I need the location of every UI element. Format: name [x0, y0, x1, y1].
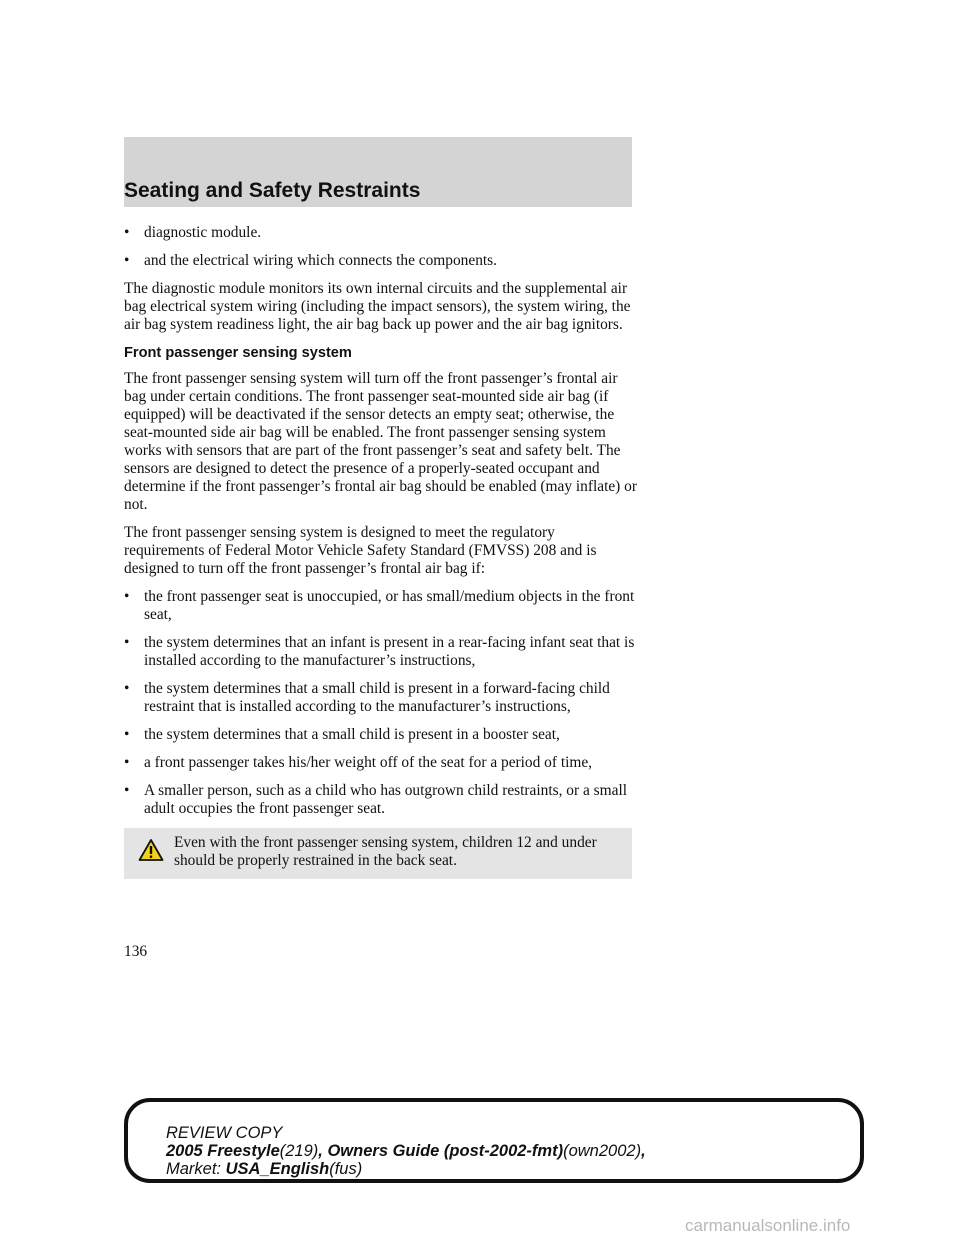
paragraph-sensing-1: The front passenger sensing system will turn off the front passenger’s frontal air bag under certain conditions. The front passenger seat-mounted side air bag (if equipped) will be deactivated if the sensor detects an empty seat; otherwise, the seat-mounted side air bag will be enabled. The front passenger sensing system works with sensors that are part of the front passenger’s seat and safety belt. The sensors are designed to detect the presence of a properly-seated occupant and determine if the front passenger’s frontal air bag should be enabled (may inflate) or not.: [124, 370, 637, 513]
footer-guide: Owners Guide (post-2002-fmt): [327, 1142, 564, 1160]
bullet-dot: •: [124, 224, 130, 241]
footer-guide-code: (own2002): [563, 1142, 642, 1160]
footer-line-model: [166, 1142, 646, 1160]
bullet-text: a front passenger takes his/her weight off of the seat for a period of time,: [144, 754, 593, 771]
bullet-dot: •: [124, 782, 130, 799]
bullet-dot: •: [124, 680, 130, 697]
footer-market-code: (fus): [329, 1160, 363, 1178]
subheading: Front passenger sensing system: [124, 345, 352, 361]
section-title: Seating and Safety Restraints: [124, 179, 421, 202]
footer-market: USA_English: [225, 1160, 330, 1178]
bullet-text: the system determines that an infant is present in a rear-facing infant seat that is installed according to the manufacturer’s instructions,: [144, 634, 635, 669]
bullet-item: [124, 588, 639, 624]
review-footer: [166, 1124, 646, 1178]
bullet-text: the system determines that a small child is present in a forward-facing child restraint that is installed according to the manufacturer’s instructions,: [144, 680, 610, 715]
footer-market-label: Market:: [166, 1160, 226, 1178]
bullet-text: the system determines that a small child is present in a booster seat,: [144, 726, 560, 743]
watermark: carmanualsonline.info: [685, 1216, 851, 1235]
bullet-item: [124, 634, 639, 670]
page-content: [124, 224, 639, 879]
paragraph-diagnostic: The diagnostic module monitors its own internal circuits and the supplemental air bag electrical system wiring (including the impact sensors), the system wiring, the air bag system readiness light, the air bag back up power and the air bag ignitors.: [124, 280, 631, 333]
bullet-text: and the electrical wiring which connects the components.: [144, 252, 498, 269]
footer-sep: ,: [318, 1142, 328, 1160]
bullet-item: [124, 252, 639, 270]
bullet-item: [124, 782, 639, 818]
bullet-text: A smaller person, such as a child who has outgrown child restraints, or a small adult occupies the front passenger seat.: [144, 782, 627, 817]
bullet-dot: •: [124, 754, 130, 771]
footer-sep: ,: [641, 1142, 646, 1160]
bullet-item: [124, 754, 639, 772]
bullet-dot: •: [124, 726, 130, 743]
bullet-dot: •: [124, 634, 130, 651]
warning-triangle-icon: [138, 838, 164, 867]
bullet-item: [124, 224, 639, 242]
review-copy-label: REVIEW COPY: [166, 1124, 283, 1142]
footer-line-market: [166, 1160, 646, 1178]
bullet-dot: •: [124, 588, 130, 605]
paragraph-sensing-2: The front passenger sensing system is designed to meet the regulatory requirements of Federal Motor Vehicle Safety Standard (FMVSS) 208 and is designed to turn off the front passenger’s frontal air bag if:: [124, 524, 597, 577]
footer-model-code: (219): [279, 1142, 319, 1160]
page-number: 136: [124, 943, 148, 960]
bullet-dot: •: [124, 252, 130, 269]
warning-text: Even with the front passenger sensing system, children 12 and under should be properly restrained in the back seat.: [174, 834, 597, 869]
bullet-item: [124, 726, 639, 744]
warning-box: [124, 828, 632, 879]
bullet-text: diagnostic module.: [144, 224, 262, 241]
bullet-text: the front passenger seat is unoccupied, or has small/medium objects in the front seat,: [144, 588, 635, 623]
bullet-item: [124, 680, 639, 716]
footer-model: 2005 Freestyle: [166, 1142, 280, 1160]
